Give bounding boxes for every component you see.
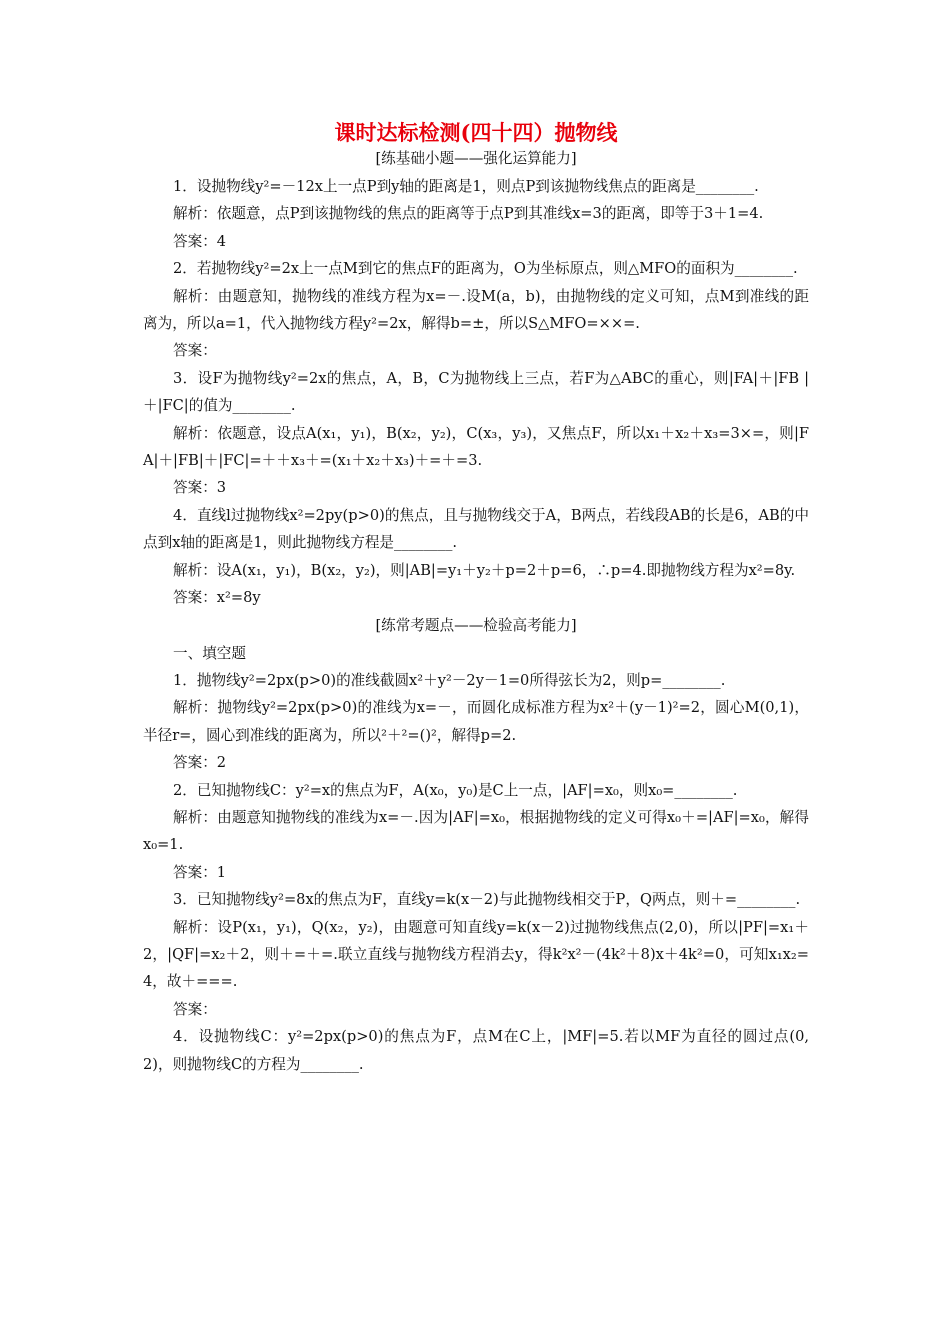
paragraph: 解析：抛物线y²=2px(p>0)的准线为x=－，而圆化成标准方程为x²＋(y－1)²=2，圆心M(0,1)，半径r=，圆心到准线的距离为，所以²＋²=()²，解得p=2. (143, 699, 809, 744)
paragraph: 答案： (173, 1000, 217, 1018)
paragraph: 答案：x²=8y (173, 589, 261, 607)
paragraph: 2．已知抛物线C：y²=x的焦点为F，A(x₀，y₀)是C上一点，|AF|=x₀，则x₀=________. (173, 781, 738, 799)
document-content (143, 118, 809, 1078)
paragraph: 答案：2 (173, 754, 227, 772)
page-title: 课时达标检测(四十四）抛物线 (334, 120, 618, 145)
paragraph: 2．若抛物线y²=2x上一点M到它的焦点F的距离为，O为坐标原点，则△MFO的面积为________. (173, 260, 798, 278)
paragraph: 解析：由题意知抛物线的准线为x=－.因为|AF|=x₀，根据抛物线的定义可得x₀＋=|AF|=x₀，解得x₀=1. (143, 808, 809, 854)
section-heading-exam: [练常考题点——检验高考能力] (375, 616, 577, 634)
paragraph: 一、填空题 (173, 644, 246, 662)
paragraph: 答案：1 (173, 863, 227, 881)
paragraph: 4．设抛物线C：y²=2px(p>0)的焦点为F，点M在C上，|MF|=5.若以MF为直径的圆过点(0,2)，则抛物线C的方程为________. (143, 1028, 809, 1073)
paragraph: 答案：4 (173, 232, 227, 250)
paragraph: 解析：依题意，设点A(x₁，y₁)，B(x₂，y₂)，C(x₃，y₃)，又焦点F，所以x₁＋x₂＋x₃=3×=，则|FA|＋|FB|＋|FC|=＋＋x₃＋=(x₁＋x₂＋x₃)＋=＋=3. (143, 424, 809, 470)
paragraph: 解析：设P(x₁，y₁)，Q(x₂，y₂)，由题意可知直线y=k(x－2)过抛物线焦点(2,0)，所以|PF|=x₁＋2，|QF|=x₂＋2，则＋=＋=.联立直线与抛物线方程消去y，得k²x²－(4k²＋8)x＋4k²=0，可知x₁x₂=4，故＋===. (143, 918, 809, 991)
paragraph: 解析：依题意，点P到该抛物线的焦点的距离等于点P到其准线x=3的距离，即等于3＋1=4. (173, 205, 764, 223)
exam-exercises (143, 640, 809, 1079)
paragraph: 3．设F为抛物线y²=2x的焦点，A，B，C为抛物线上三点，若F为△ABC的重心，则|FA|＋|FB |＋|FC|的值为________. (143, 369, 809, 415)
paragraph: 1．设抛物线y²=－12x上一点P到y轴的距离是1，则点P到该抛物线焦点的距离是________. (173, 178, 759, 195)
paragraph: 答案： (173, 342, 217, 360)
paragraph: 解析：由题意知，抛物线的准线方程为x=－.设M(a，b)，由抛物线的定义可知，点M到准线的距离为，所以a=1，代入抛物线方程y²=2x，解得b=±，所以S△MFO=××=. (143, 287, 809, 333)
paragraph: 3．已知抛物线y²=8x的焦点为F，直线y=k(x－2)与此抛物线相交于P，Q两点，则＋=________. (173, 891, 801, 909)
paragraph: 1．抛物线y²=2px(p>0)的准线截圆x²＋y²－2y－1=0所得弦长为2，则p=________. (173, 671, 726, 689)
paragraph: 4．直线l过抛物线x²=2py(p>0)的焦点，且与抛物线交于A，B两点，若线段AB的长是6，AB的中点到x轴的距离是1，则此抛物线方程是________. (143, 506, 809, 552)
paragraph: 解析：设A(x₁，y₁)，B(x₂，y₂)，则|AB|=y₁＋y₂＋p=2＋p=6，∴p=4.即抛物线方程为x²=8y. (173, 561, 796, 579)
basic-exercises (143, 173, 809, 612)
section-heading-basic: [练基础小题——强化运算能力] (375, 150, 577, 167)
paragraph: 答案：3 (173, 479, 227, 497)
